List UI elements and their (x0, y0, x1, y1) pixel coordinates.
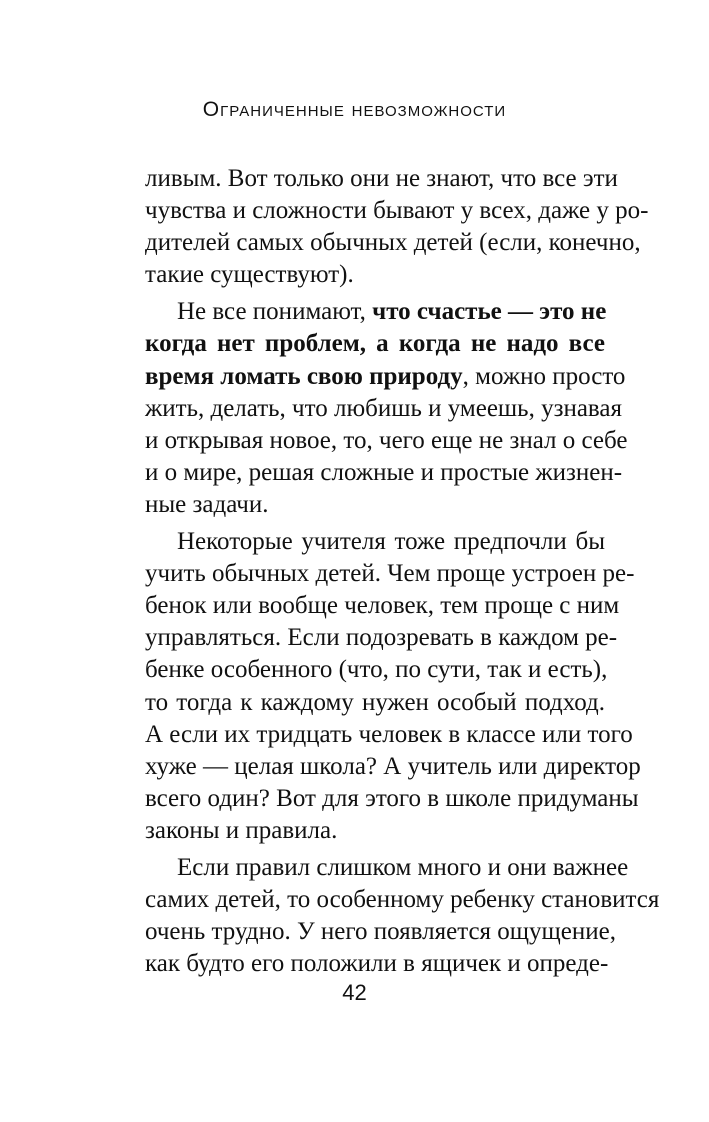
text-line: ливым. Вот только они не знают, что все эти (145, 165, 618, 192)
text-run: жить, делать, что любишь и умеешь, узнавая (145, 394, 623, 422)
text-line: чувства и сложности бывают у всех, даже у ро- (145, 197, 649, 225)
text-line: А если их тридцать человек в классе или того (145, 720, 633, 748)
text-line: бенок или вообще человек, тем проще с ним (145, 592, 620, 620)
text-line (145, 296, 605, 328)
body-text (145, 163, 660, 980)
text-run: Не все понимают, (177, 298, 373, 326)
text-line (145, 393, 623, 425)
text-line: Некоторые учителя тоже предпочли бы (177, 528, 605, 556)
text-run: и открывая новое, то, чего еще не знал о себе (145, 426, 628, 454)
text-line: такие существуют). (145, 261, 354, 289)
text-line: законы и правила. (145, 816, 338, 844)
text-line: самих детей, то особенному ребенку становится (145, 886, 660, 914)
text-run: , можно просто (462, 362, 626, 390)
text-line (145, 361, 626, 393)
text-line: очень трудно. У него появляется ощущение, (145, 918, 617, 946)
text-line: то тогда к каждому нужен особый подход. (145, 688, 605, 716)
emphasis-run: когда нет проблем, а когда не надо все (145, 330, 605, 358)
text-line: всего один? Вот для этого в школе придуманы (145, 784, 639, 812)
text-line (145, 489, 605, 521)
paragraph-2 (145, 296, 628, 521)
paragraph-1 (145, 163, 649, 291)
text-run: ные задачи. (145, 490, 269, 518)
text-line: дителей самых обычных детей (если, конечно, (145, 229, 641, 257)
emphasis-run: время ломать свою природу (145, 362, 463, 390)
text-line: учить обычных детей. Чем проще устроен ре- (145, 560, 635, 588)
text-line: Если правил слишком много и они важнее (177, 853, 629, 881)
text-line: бенке особенного (что, по сути, так и есть), (145, 656, 608, 684)
page-number: 42 (342, 980, 367, 1005)
text-line (145, 457, 623, 489)
text-line: как будто его положили в ящичек и опреде- (145, 950, 609, 978)
text-line (145, 328, 605, 360)
running-header: Ограниченные невозможности (202, 98, 507, 121)
paragraph-4 (145, 852, 660, 980)
text-line (145, 425, 628, 457)
text-line: управляться. Если подозревать в каждом ре- (145, 624, 618, 652)
paragraph-3 (145, 526, 641, 847)
text-line: хуже — целая школа? А учитель или директор (145, 752, 641, 780)
text-run: и о мире, решая сложные и простые жизнен- (145, 458, 623, 486)
emphasis-run: что счастье — это не (372, 298, 607, 326)
